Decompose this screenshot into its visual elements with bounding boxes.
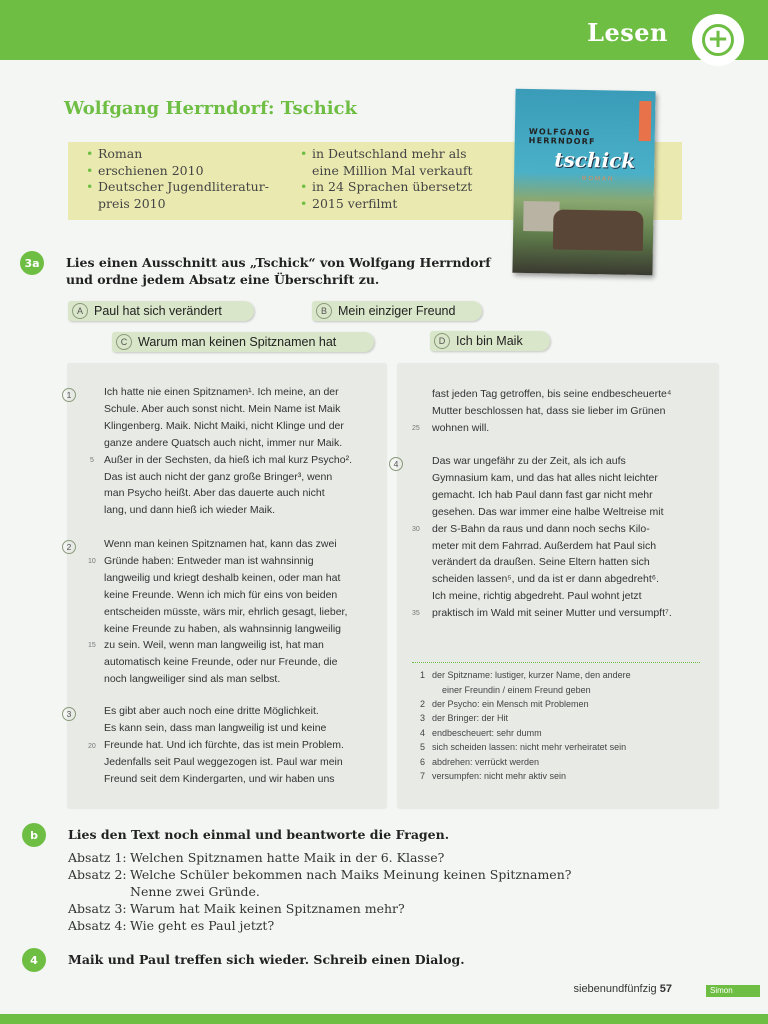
- text-line: keine Freunde. Wenn ich mich für eins von beiden: [104, 588, 338, 601]
- chip-letter: C: [116, 334, 132, 350]
- footnote-separator: [412, 662, 700, 663]
- page-footer: [574, 983, 673, 995]
- text-line: automatisch keine Freunde, oder nur Freunde, die: [104, 656, 338, 669]
- question-text: Welche Schüler bekommen nach Maiks Meinung keinen Spitznamen?: [130, 867, 572, 882]
- text-line: Das ist auch nicht der ganz große Bringer³, wenn: [104, 470, 333, 483]
- line-number: 35: [412, 610, 420, 617]
- paragraph-3-continued: [432, 386, 671, 437]
- chip-letter: A: [72, 303, 88, 319]
- question: [68, 918, 274, 935]
- footnote: [420, 726, 704, 741]
- footnote-line: einer Freundin / einem Freund geben: [442, 684, 591, 695]
- paragraph-number: 3: [62, 707, 76, 721]
- instruction-line: Lies einen Ausschnitt aus „Tschick“ von Wolfgang Herrndorf: [66, 255, 491, 270]
- paragraph-number: 4: [389, 457, 403, 471]
- cover-car: [553, 209, 644, 251]
- heading-chip-b[interactable]: [312, 301, 482, 321]
- footnote-line: endbescheuert: sehr dumm: [432, 728, 542, 738]
- text-line: Es gibt aber auch noch eine dritte Möglichkeit.: [104, 705, 319, 717]
- plus-icon: +: [702, 24, 734, 56]
- line-number: 25: [412, 425, 420, 432]
- text-line: Freunde hat. Und ich fürchte, das ist mein Problem.: [104, 738, 344, 751]
- text-line: zu sein. Weil, wenn man langweilig ist, hat man: [104, 639, 324, 652]
- text-line: fast jeden Tag getroffen, bis seine endbescheuerte⁴: [432, 388, 672, 400]
- footer-tag: Simon: [706, 985, 760, 997]
- page-word: siebenundfünfzig: [573, 983, 657, 995]
- text-line: lang, und dann hieß ich wieder Maik.: [104, 504, 276, 517]
- footer-bar: [0, 1014, 768, 1024]
- task-number-4: 4: [22, 948, 46, 972]
- text-line: Gymnasium kam, und das hat alles nicht leichter: [432, 471, 658, 484]
- question-text: Warum hat Maik keinen Spitznamen mehr?: [130, 901, 405, 916]
- footnote-line: versumpfen: nicht mehr aktiv sein: [432, 771, 567, 781]
- text-line: Ich hatte nie einen Spitznamen¹. Ich meine, an der: [104, 386, 339, 398]
- task-3a-instruction: [66, 254, 491, 288]
- page-number: 57: [659, 983, 672, 995]
- line-number: 10: [88, 558, 96, 565]
- question-label: Absatz 1:: [68, 850, 127, 865]
- chip-letter: B: [316, 303, 332, 319]
- heading-chip-c[interactable]: [112, 332, 374, 352]
- plus-circle-icon[interactable]: [692, 14, 744, 66]
- info-item: • erschienen 2010: [86, 163, 296, 180]
- line-number: 30: [412, 526, 420, 533]
- text-line: Es kann sein, dass man langweilig ist und keine: [104, 721, 327, 734]
- footnote-line: sich scheiden lassen: nicht mehr verheiratet sein: [432, 742, 627, 752]
- info-item-cont: preis 2010: [98, 195, 166, 211]
- footnote: [420, 697, 704, 712]
- footnote-line: der Spitzname: lustiger, kurzer Name, den andere: [432, 670, 631, 680]
- text-line: gemacht. Ich hab Paul dann fast gar nicht mehr: [432, 488, 653, 501]
- footnote-number: 7: [420, 771, 426, 781]
- text-line: Gründe haben: Entweder man ist wahnsinnig: [104, 554, 314, 567]
- footnote-line: der Bringer: der Hit: [432, 713, 509, 723]
- info-item-cont: eine Million Mal verkauft: [312, 162, 473, 178]
- info-item: • Roman: [86, 146, 296, 163]
- cover-title: tschick: [554, 147, 636, 173]
- footnote-number: 5: [420, 742, 426, 752]
- question: [68, 867, 571, 884]
- paragraph-3: [104, 703, 344, 788]
- text-line: Ich meine, richtig abgedreht. Paul wohnt jetzt: [432, 590, 642, 603]
- task-number-3a: 3a: [20, 251, 44, 275]
- text-line: verändert da draußen. Seine Eltern hatten sich: [432, 556, 650, 569]
- text-line: scheiden lassen⁵, und da ist er dann abgedreht⁶.: [432, 573, 659, 586]
- paragraph-4: [432, 453, 672, 622]
- chip-label: Mein einziger Freund: [338, 304, 456, 318]
- chip-label: Warum man keinen Spitznamen hat: [138, 335, 337, 349]
- footnote-number: 3: [420, 713, 426, 723]
- question-label: Absatz 4:: [68, 918, 127, 933]
- footnote: [420, 755, 704, 770]
- info-item: • in Deutschland mehr als: [300, 146, 500, 163]
- text-line: gesehen. Das war immer eine halbe Weltreise mit: [432, 505, 664, 518]
- text-line: Jedenfalls seit Paul weggezogen ist. Paul war mein: [104, 755, 343, 768]
- footnote: [420, 711, 704, 726]
- book-cover-image: [512, 89, 655, 275]
- footnote-number: 4: [420, 728, 426, 738]
- text-line: Schule. Aber auch sonst nicht. Mein Name ist Maik: [104, 402, 341, 415]
- footnote: [420, 668, 704, 697]
- line-number: 5: [90, 457, 94, 464]
- text-line: der S-Bahn da raus und dann noch sechs Kilo-: [432, 522, 650, 535]
- line-number: 20: [88, 743, 96, 750]
- text-line: praktisch im Wald mit seiner Mutter und versumpft⁷.: [432, 607, 672, 620]
- text-line: Mutter beschlossen hat, dass sie lieber im Grünen: [432, 404, 666, 417]
- text-line: Wenn man keinen Spitznamen hat, kann das zwei: [104, 538, 337, 550]
- footnote: [420, 740, 704, 755]
- book-info-left: [86, 146, 296, 212]
- task-4-instruction: Maik und Paul treffen sich wieder. Schreib einen Dialog.: [68, 952, 465, 967]
- text-line: Klingenberg. Maik. Nicht Maiki, nicht Klinge und der: [104, 419, 344, 432]
- chip-label: Paul hat sich verändert: [94, 304, 222, 318]
- text-line: Freund seit dem Kindergarten, und wir haben uns: [104, 772, 335, 785]
- book-info-right: [300, 146, 500, 212]
- text-line: ganze andere Quatsch auch nicht, immer nur Maik.: [104, 436, 343, 449]
- text-line: langweilig und kriegt deshalb keinen, oder man hat: [104, 571, 341, 584]
- line-number: 15: [88, 642, 96, 649]
- info-item: • in 24 Sprachen übersetzt: [300, 179, 500, 196]
- text-line: noch langweiliger sind als man selbst.: [104, 673, 281, 686]
- footnote-line: abdrehen: verrückt werden: [432, 757, 540, 767]
- cover-subtitle: ROMAN: [582, 175, 615, 183]
- question: [68, 850, 444, 867]
- question-text: Nenne zwei Gründe.: [130, 884, 260, 899]
- text-line: keine Freunde zu haben, als wahnsinnig langweilig: [104, 622, 341, 635]
- text-line: Außer in der Sechsten, da hieß ich mal kurz Psycho².: [104, 453, 353, 466]
- question-text: Welchen Spitznamen hatte Maik in der 6. Klasse?: [130, 850, 445, 865]
- heading-chip-d[interactable]: [430, 331, 550, 351]
- question: [68, 884, 260, 901]
- footnote-number: 6: [420, 757, 426, 767]
- task-b-instruction: Lies den Text noch einmal und beantworte die Fragen.: [68, 827, 450, 842]
- heading-chip-a[interactable]: [68, 301, 254, 321]
- question-label: Absatz 2:: [68, 867, 127, 882]
- question: [68, 901, 405, 918]
- paragraph-number: 2: [62, 540, 76, 554]
- footnote-number: 1: [420, 670, 426, 680]
- question-label: Absatz 3:: [68, 901, 127, 916]
- footnote: [420, 769, 704, 784]
- info-item: • 2015 verfilmt: [300, 196, 500, 213]
- footnote-number: 2: [420, 699, 426, 709]
- chip-label: Ich bin Maik: [456, 334, 523, 348]
- text-line: meter mit dem Fahrrad. Außerdem hat Paul sich: [432, 539, 657, 552]
- text-line: entscheiden müsste, wärs mir, ehrlich gesagt, lieber,: [104, 605, 348, 618]
- info-item: • Deutscher Jugendliteratur-: [86, 179, 296, 196]
- text-line: man Psycho heißt. Aber das dauerte auch nicht: [104, 487, 325, 500]
- question-text: Wie geht es Paul jetzt?: [130, 918, 275, 933]
- footnote-line: der Psycho: ein Mensch mit Problemen: [432, 699, 589, 709]
- paragraph-number: 1: [62, 388, 76, 402]
- chip-letter: D: [434, 333, 450, 349]
- paragraph-1: [104, 384, 352, 519]
- text-line: wohnen will.: [432, 421, 490, 434]
- instruction-line: und ordne jedem Absatz eine Überschrift zu.: [66, 272, 380, 287]
- book-title: Wolfgang Herrndorf: Tschick: [64, 98, 357, 119]
- paragraph-2: [104, 536, 347, 688]
- cover-author: WOLFGANG HERRNDORF: [528, 127, 596, 147]
- task-number-b: b: [22, 823, 46, 847]
- text-line: Das war ungefähr zu der Zeit, als ich aufs: [432, 455, 626, 467]
- section-title: Lesen: [587, 18, 668, 47]
